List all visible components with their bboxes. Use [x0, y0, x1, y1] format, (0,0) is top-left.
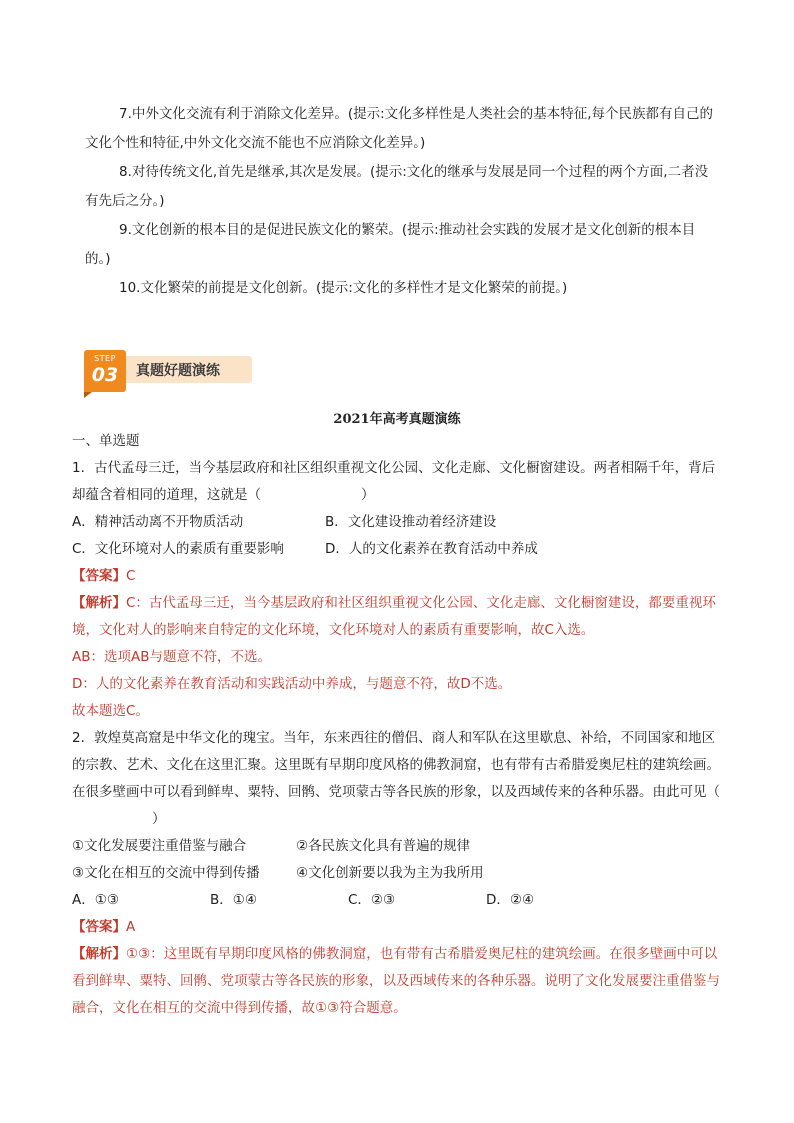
question-1-answer — [72, 563, 722, 590]
answer-value: C — [126, 568, 136, 584]
question-2-stem-close: ） — [152, 811, 166, 827]
option-b: B．①④ — [210, 892, 257, 908]
judgment-item-10: 10.文化繁荣的前提是文化创新。(提示:文化的多样性才是文化繁荣的前提。) — [119, 280, 568, 296]
step-badge-fold — [84, 392, 92, 398]
option-c: C．文化环境对人的素质有重要影响 — [72, 541, 284, 557]
option-d: D．人的文化素养在教育活动中养成 — [325, 541, 538, 557]
step-badge-label: STEP — [94, 354, 116, 363]
question-1-analysis-3: D：人的文化素养在教育活动和实践活动中养成，与题意不符，故D不选。 — [72, 676, 512, 692]
answer-label: 【答案】 — [72, 568, 126, 584]
option-c: C．②③ — [348, 892, 396, 908]
answer-value: A — [126, 919, 136, 935]
question-1-stem-close: ） — [361, 487, 375, 503]
step-title: 真题好题演练 — [136, 363, 220, 379]
analysis-text: ①③：这里既有早期印度风格的佛教洞窟，也有带有古希腊爱奥尼柱的建筑绘画。在很多壁画中可以看到鲜卑、粟特、回鹘、党项蒙古等各民族的形象，以及西域传来的各种乐器。说明了文化发展要注重借鉴与融合，文化在相互的交流中得到传播，故①③符合题意。 — [72, 946, 720, 1016]
judgment-item-9: 9.文化创新的根本目的是促进民族文化的繁荣。(提示:推动社会实践的发展才是文化创新的根本目的。) — [85, 222, 696, 267]
question-2-stem — [72, 725, 722, 833]
question-area — [72, 428, 722, 1022]
question-1-analysis-2: AB：选项AB与题意不符，不选。 — [72, 649, 271, 665]
statement-3: ③文化在相互的交流中得到传播 — [72, 865, 260, 881]
judgment-item-8: 8.对待传统文化,首先是继承,其次是发展。(提示:文化的继承与发展是同一个过程的两个方面,二者没有先后之分。) — [85, 164, 709, 209]
option-a: A．精神活动离不开物质活动 — [72, 514, 244, 530]
answer-label: 【答案】 — [72, 919, 126, 935]
question-2-statements-row-1 — [72, 833, 722, 860]
analysis-label: 【解析】 — [72, 946, 126, 962]
question-1-stem — [72, 455, 722, 509]
question-2-answer — [72, 914, 722, 941]
question-2-stem-text: 2．敦煌莫高窟是中华文化的瑰宝。当年，东来西往的僧侣、商人和军队在这里歇息、补给，不同国家和地区的宗教、艺术、文化在这里汇聚。这里既有早期印度风格的佛教洞窟，也有带有古希腊爱奥尼柱的建筑绘画。在很多壁画中可以看到鲜卑、粟特、回鹘、党项蒙古等各民族的形象，以及西域传来的各种乐器。由此可见（ — [72, 730, 720, 800]
analysis-label: 【解析】 — [72, 595, 126, 611]
section-title: 2021年高考真题演练 — [333, 412, 461, 427]
statement-1: ①文化发展要注重借鉴与融合 — [72, 838, 247, 854]
question-1-analysis-4: 故本题选C。 — [72, 703, 149, 719]
question-2-statements-row-2 — [72, 860, 722, 887]
question-2-options — [72, 887, 722, 914]
statement-2: ②各民族文化具有普遍的规律 — [296, 838, 471, 854]
question-1-stem-text: 1．古代孟母三迁，当今基层政府和社区组织重视文化公园、文化走廊、文化橱窗建设。两者相隔千年，背后却蕴含着相同的道理，这就是（ — [72, 460, 716, 503]
step-banner — [84, 350, 254, 394]
option-d: D．②④ — [486, 892, 535, 908]
question-1-options-row-2 — [72, 536, 722, 563]
step-badge — [84, 350, 126, 392]
analysis-text: C：古代孟母三迁，当今基层政府和社区组织重视文化公园、文化走廊、文化橱窗建设，都要重视环境，文化对人的影响来自特定的文化环境，文化环境对人的素质有重要影响，故C入选。 — [72, 595, 716, 638]
question-1-analysis-1 — [72, 590, 722, 644]
judgment-item-7: 7.中外文化交流有利于消除文化差异。(提示:文化多样性是人类社会的基本特征,每个民族都有自己的文化个性和特征,中外文化交流不能也不应消除文化差异。) — [85, 106, 713, 151]
question-2-analysis — [72, 941, 722, 1022]
statement-4: ④文化创新要以我为主为我所用 — [296, 865, 484, 881]
question-1-options-row-1 — [72, 509, 722, 536]
option-a: A．①③ — [72, 892, 119, 908]
judgment-list — [85, 100, 715, 303]
option-b: B．文化建设推动着经济建设 — [325, 514, 497, 530]
step-badge-number: 03 — [91, 364, 119, 386]
single-choice-heading: 一、单选题 — [72, 433, 140, 449]
